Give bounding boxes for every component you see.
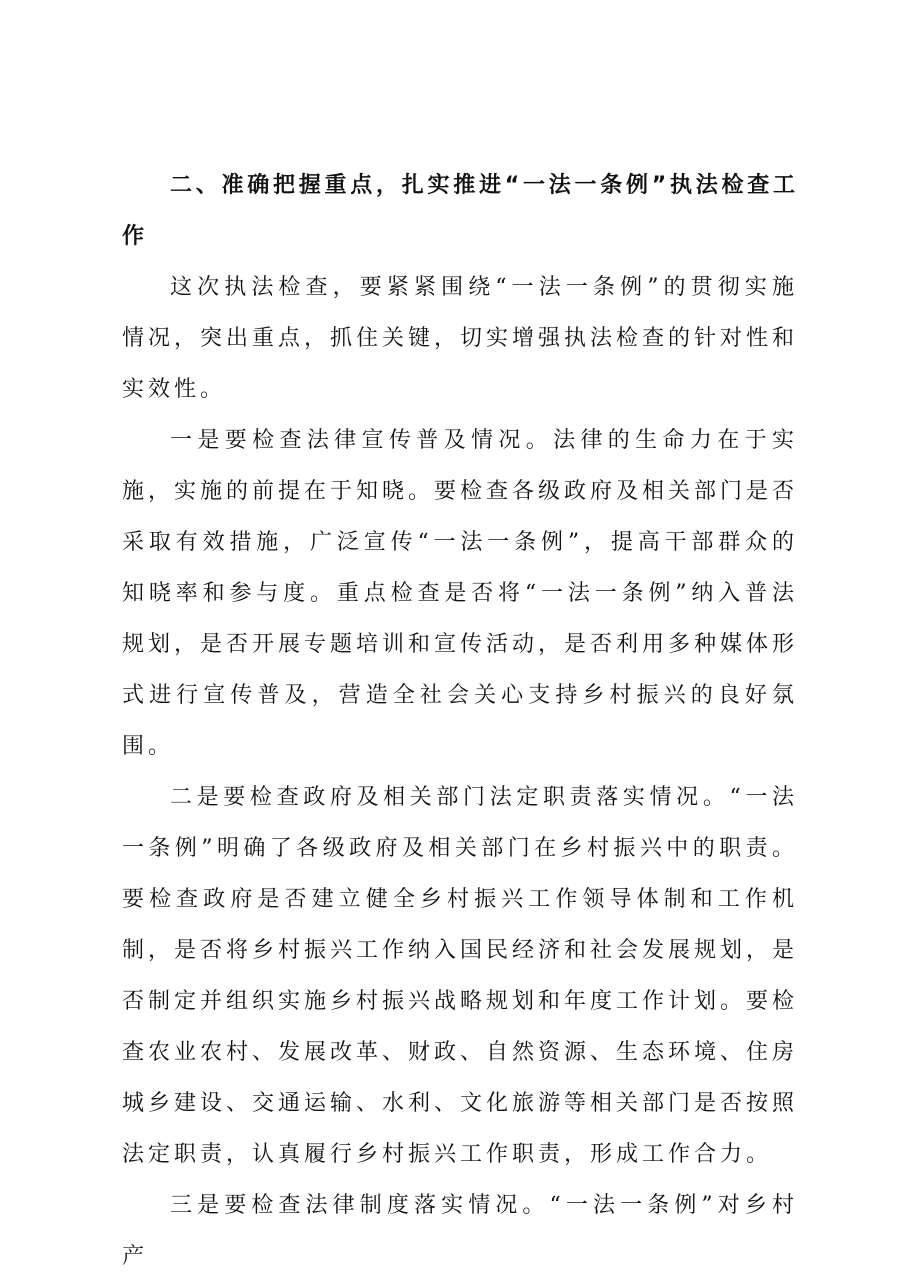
- paragraph-government-duties: 二是要检查政府及相关部门法定职责落实情况。“一法一条例”明确了各级政府及相关部门在乡村振兴中的职责。要检查政府是否建立健全乡村振兴工作领导体制和工作机制，是否将乡村振兴工作纳入国民经济和社会发展规划，是否制定并组织实施乡村振兴战略规划和年度工作计划。要检查农业农村、发展改革、财政、自然资源、生态环境、住房城乡建设、交通运输、水利、文化旅游等相关部门是否按照法定职责，认真履行乡村振兴工作职责，形成工作合力。: [122, 785, 799, 1167]
- paragraph-legal-system: 三是要检查法律制度落实情况。“一法一条例”对乡村产: [122, 1193, 798, 1269]
- paragraph-intro: 这次执法检查，要紧紧围绕“一法一条例”的贯彻实施情况，突出重点，抓住关键，切实增强执法检查的针对性和实效性。: [122, 275, 799, 402]
- section-heading: 二、准确把握重点，扎实推进“一法一条例”执法检查工作: [122, 173, 798, 249]
- paragraph-legal-publicity: 一是要检查法律宣传普及情况。法律的生命力在于实施，实施的前提在于知晓。要检查各级政府及相关部门是否采取有效措施，广泛宣传“一法一条例”，提高干部群众的知晓率和参与度。重点检查是否将“一法一条例”纳入普法规划，是否开展专题培训和宣传活动，是否利用多种媒体形式进行宣传普及，营造全社会关心支持乡村振兴的良好氛围。: [122, 428, 799, 759]
- document-body: [122, 160, 798, 1282]
